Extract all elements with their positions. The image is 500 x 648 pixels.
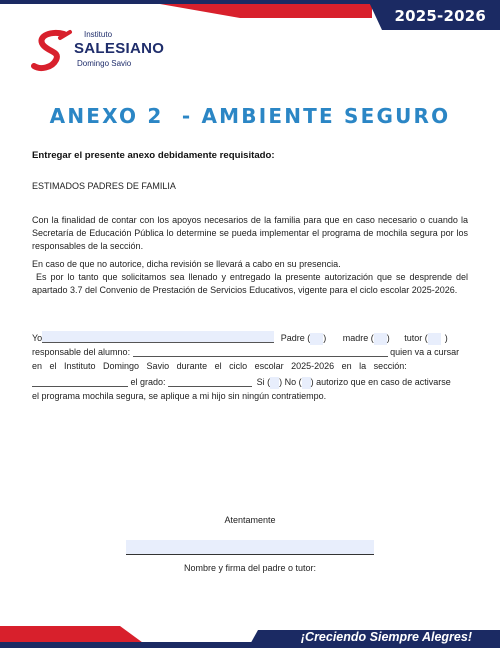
greeting-text: ESTIMADOS PADRES DE FAMILIA	[32, 181, 176, 191]
page-title: ANEXO 2 - AMBIENTE SEGURO	[49, 104, 451, 128]
no-checkbox[interactable]	[302, 377, 311, 389]
mochila-text: el programa mochila segura, se aplique a mi hijo sin ningún contratiempo.	[32, 391, 327, 401]
footer-slogan: ¡Creciendo Siempre Alegres!	[300, 630, 472, 644]
tutor-checkbox[interactable]	[428, 333, 441, 345]
school-logo	[30, 28, 165, 78]
si-checkbox[interactable]	[270, 377, 279, 389]
school-year: 2025-2026	[394, 7, 486, 25]
paragraph-request: Es por lo tanto que solicitamos sea llenado y entregado la presente autorización que se desprende del apartado 3.7 del Convenio de Prestación de Servicios Educativos, vigente para el ciclo escolar 2025-2026.	[32, 272, 471, 295]
yo-label: Yo	[32, 333, 43, 343]
student-name-field[interactable]	[133, 346, 388, 357]
salesiano-s-mark-icon	[30, 28, 74, 72]
parent-name-field[interactable]	[42, 331, 274, 343]
responsable-label: responsable del alumno:	[32, 347, 131, 357]
si-label: Si (	[256, 377, 271, 387]
tutor-close: )	[444, 333, 448, 343]
en-el-instituto-text: en el Instituto Domingo Savio durante el ciclo escolar 2025-2026 en la sección:	[32, 361, 407, 371]
no-label: No (	[284, 377, 302, 387]
padre-close: )	[323, 333, 327, 343]
padre-label: Padre (	[280, 333, 311, 343]
logo-institute-text: Instituto	[84, 30, 113, 39]
grade-field[interactable]	[168, 376, 252, 387]
madre-label: madre (	[342, 333, 374, 343]
section-field[interactable]	[32, 376, 128, 387]
padre-checkbox[interactable]	[310, 333, 323, 345]
grado-label: el grado:	[130, 377, 166, 387]
paragraph-purpose: Con la finalidad de contar con los apoyos necesarios de la familia para que en caso necesario o cuando la Secretaría de Educación Pública lo determine se pueda implementar el programa de mochila segura por los responsables de la sección.	[32, 215, 468, 251]
si-close: )	[279, 377, 283, 387]
no-close: )	[310, 377, 314, 387]
logo-subtitle-text: Domingo Savio	[77, 59, 132, 68]
madre-checkbox[interactable]	[374, 333, 387, 345]
quien-label: quien va a cursar	[390, 347, 460, 357]
signature-label: Nombre y firma del padre o tutor:	[183, 563, 317, 573]
autorizo-text: autorizo que en caso de activarse	[316, 377, 451, 387]
signature-field[interactable]	[126, 540, 374, 555]
authorization-form	[32, 331, 468, 411]
closing-text: Atentamente	[224, 515, 276, 525]
paragraph-no-authorize: En caso de que no autorice, dicha revisión se llevará a cabo en su presencia.	[32, 259, 341, 269]
madre-close: )	[386, 333, 390, 343]
tutor-label: tutor (	[404, 333, 428, 343]
logo-name-text: SALESIANO	[74, 40, 165, 57]
instruction-text: Entregar el presente anexo debidamente requisitado:	[32, 150, 275, 161]
